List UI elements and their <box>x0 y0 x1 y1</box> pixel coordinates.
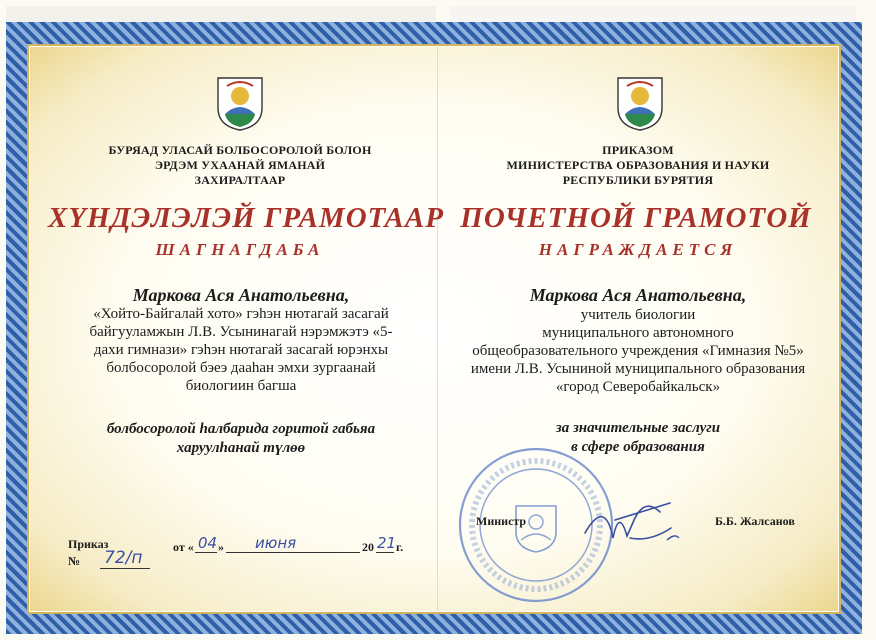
right-org-header <box>488 143 788 188</box>
buryatia-emblem-icon <box>613 74 667 132</box>
right-merit-line: за значительные заслуги <box>555 420 721 436</box>
left-body-text <box>60 305 422 395</box>
left-body-line: болбосоролой бэеэ дааhaн эмхи зургаанай <box>106 360 376 376</box>
order-year-end: г. <box>396 540 404 554</box>
minister-signature <box>575 478 685 558</box>
minister-name: Б.Б. Жалсанов <box>715 514 795 528</box>
right-body-line: имени Л.В. Усыниной муниципального образования <box>470 361 806 377</box>
buryatia-emblem-icon <box>213 74 267 132</box>
order-number-label: № <box>68 554 81 568</box>
right-awardee-name: Маркова Ася Анатольевна, <box>529 285 747 305</box>
center-fold <box>437 47 438 611</box>
left-title: ХҮНДЭЛЭЛЭЙ ГРАМОТААР <box>48 202 444 234</box>
right-body-text <box>450 306 826 396</box>
left-org-line: БУРЯАД УЛАСАЙ БОЛБОСОРОЛОЙ БОЛОН <box>108 143 372 157</box>
left-body-line: дахи гимнази» гэhэн нютагай засагай юрэнхы <box>93 342 389 358</box>
order-date-day: 04 <box>198 534 218 552</box>
left-org-header <box>100 143 380 188</box>
right-title: ПОЧЕТНОЙ ГРАМОТОЙ <box>460 202 812 234</box>
order-date-from: от « <box>173 540 194 554</box>
left-awardee-name: Маркова Ася Анатольевна, <box>132 285 350 305</box>
order-date-day-close: » <box>218 540 224 554</box>
left-body-line: биологиин багша <box>185 378 297 394</box>
left-merit-line: болбосоролой hалбарида горитой габьяа <box>106 421 376 437</box>
order-year-prefix: 20 <box>362 540 374 554</box>
right-body-line: «город Северобайкальск» <box>555 379 721 395</box>
left-subtitle: ШАГНАГДАБА <box>155 240 325 259</box>
left-body-line: «Хойто-Байгалай хото» гэhэн нютагай засагай <box>93 306 389 322</box>
left-merit-line: харуулhанай түлөө <box>176 440 306 456</box>
order-number-value: 72/п <box>104 548 143 568</box>
right-body-line: муниципального автономного <box>542 325 734 341</box>
left-body-line: байгууламжын Л.В. Усынинагай нэрэмжэтэ «5- <box>89 324 393 340</box>
right-body-line: учитель биологии <box>580 307 696 323</box>
left-org-line: ЭРДЭМ УХААНАЙ ЯМАНАЙ <box>154 158 326 172</box>
right-subtitle: НАГРАЖДАЕТСЯ <box>538 240 738 259</box>
order-number-line <box>100 568 150 569</box>
minister-label: Министр <box>476 514 527 528</box>
paper-edge <box>6 6 436 22</box>
order-year-suffix: 21 <box>377 534 397 552</box>
left-org-line: ЗАХИРАЛТААР <box>194 173 286 187</box>
order-month-line <box>226 552 360 553</box>
order-year-line <box>376 552 394 553</box>
order-label: Приказ <box>68 537 109 551</box>
right-org-line: ПРИКАЗОМ <box>602 143 674 157</box>
order-day-line <box>195 552 217 553</box>
right-merit-line: в сфере образования <box>571 439 705 455</box>
right-org-line: РЕСПУБЛИКИ БУРЯТИЯ <box>562 173 714 187</box>
paper-edge <box>450 6 856 22</box>
right-body-line: общеобразовательного учреждения «Гимназия №5» <box>472 343 804 359</box>
left-merit-text <box>60 420 422 458</box>
order-date-month: июня <box>255 534 297 552</box>
right-org-line: МИНИСТЕРСТВА ОБРАЗОВАНИЯ И НАУКИ <box>506 158 770 172</box>
